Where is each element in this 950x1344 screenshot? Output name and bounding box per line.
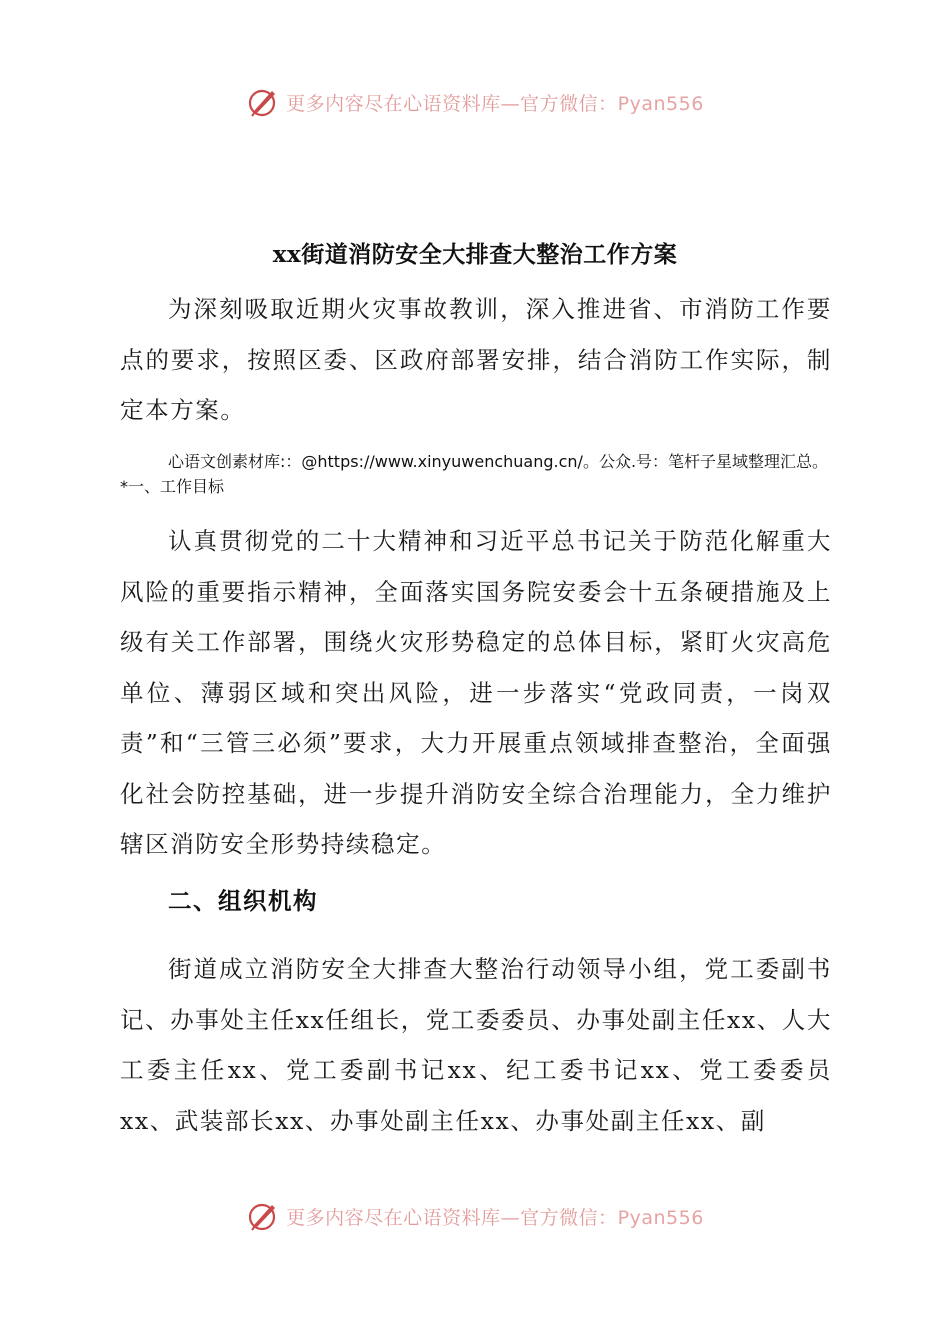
goal-paragraph: 认真贯彻党的二十大精神和习近平总书记关于防范化解重大风险的重要指示精神，全面落实国务院安委会十五条硬措施及上级有关工作部署，围绕火灾形势稳定的总体目标，紧盯火灾高危单位、薄弱区域和突出风险，进一步落实“党政同责，一岗双责”和“三管三必须”要求，大力开展重点领域排查整治，全面强化社会防控基础，进一步提升消防安全综合治理能力，全力维护辖区消防安全形势持续稳定。 [120,527,832,858]
watermark-text: 更多内容尽在心语资料库—官方微信：Pyan556 [286,1206,704,1229]
wechat-id: Pyan556 [617,92,704,115]
section-heading-organization: 二、组织机构 [168,887,318,915]
header-watermark [0,82,950,122]
intro-paragraph: 为深刻吸取近期火灾事故教训，深入推进省、市消防工作要点的要求，按照区委、区政府部署安排，结合消防工作实际，制定本方案。 [120,295,832,424]
source-note: 心语文创素材库:：@https://www.xinyuwenchuang.cn/。公众.号：笔杆子星域整理汇总。*一、工作目标 [120,452,829,496]
watermark-text: 更多内容尽在心语资料库—官方微信：Pyan556 [286,92,704,115]
document-title: xx街道消防安全大排查大整治工作方案 [272,241,678,268]
organization-paragraph: 街道成立消防安全大排查大整治行动领导小组，党工委副书记、办事处主任xx任组长，党工委委员、办事处副主任xx、人大工委主任xx、党工委副书记xx、纪工委书记xx、党工委委员xx、武装部长xx、办事处副主任xx、办事处副主任xx、副 [120,955,833,1135]
wechat-id: Pyan556 [617,1206,704,1229]
quill-logo-icon [246,85,280,119]
footer-watermark [0,1196,950,1236]
quill-logo-icon [246,1199,280,1233]
